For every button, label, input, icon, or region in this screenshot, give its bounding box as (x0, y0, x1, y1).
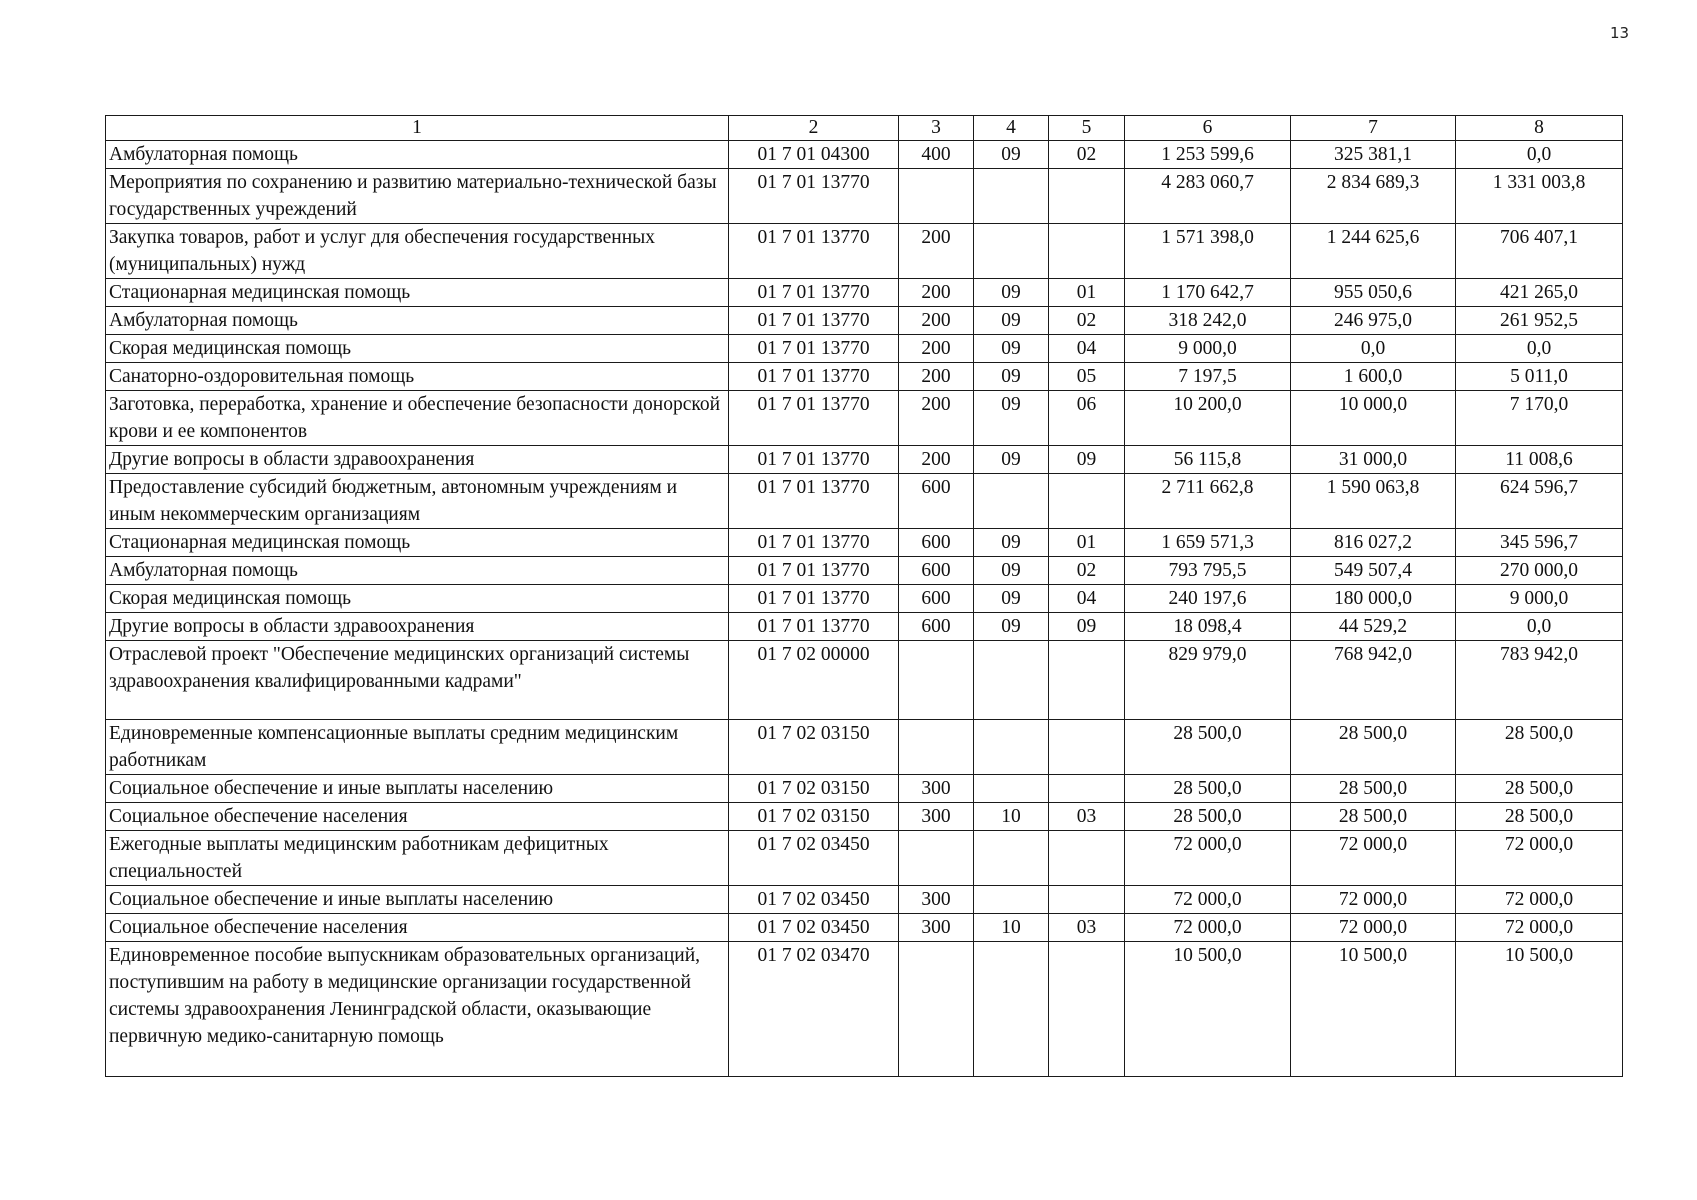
section-cell: 09 (974, 557, 1049, 585)
column-header: 1 (106, 116, 729, 141)
subsection-cell (1049, 474, 1125, 529)
amount-year3-cell: 28 500,0 (1456, 803, 1623, 831)
amount-year3-cell: 72 000,0 (1456, 914, 1623, 942)
amount-year3-cell: 10 500,0 (1456, 942, 1623, 1077)
amount-year1-cell: 72 000,0 (1125, 886, 1291, 914)
amount-year3-cell: 261 952,5 (1456, 307, 1623, 335)
amount-year3-cell: 783 942,0 (1456, 641, 1623, 720)
expense-type-cell: 400 (899, 141, 974, 169)
target-article-cell: 01 7 01 04300 (729, 141, 899, 169)
amount-year1-cell: 1 659 571,3 (1125, 529, 1291, 557)
table-row (106, 307, 1623, 335)
expense-type-cell (899, 720, 974, 775)
target-article-cell: 01 7 02 00000 (729, 641, 899, 720)
amount-year3-cell: 270 000,0 (1456, 557, 1623, 585)
amount-year1-cell: 28 500,0 (1125, 775, 1291, 803)
table-row (106, 141, 1623, 169)
subsection-cell: 02 (1049, 557, 1125, 585)
expense-type-cell: 200 (899, 391, 974, 446)
amount-year1-cell: 793 795,5 (1125, 557, 1291, 585)
row-name-cell: Санаторно-оздоровительная помощь (106, 363, 729, 391)
section-cell (974, 474, 1049, 529)
expense-type-cell: 200 (899, 307, 974, 335)
subsection-cell: 02 (1049, 141, 1125, 169)
amount-year2-cell: 768 942,0 (1291, 641, 1456, 720)
amount-year1-cell: 318 242,0 (1125, 307, 1291, 335)
expense-type-cell: 200 (899, 363, 974, 391)
amount-year2-cell: 180 000,0 (1291, 585, 1456, 613)
section-cell (974, 641, 1049, 720)
amount-year2-cell: 28 500,0 (1291, 803, 1456, 831)
column-header: 8 (1456, 116, 1623, 141)
table-row (106, 557, 1623, 585)
table-row (106, 279, 1623, 307)
target-article-cell: 01 7 02 03150 (729, 720, 899, 775)
amount-year3-cell: 0,0 (1456, 335, 1623, 363)
amount-year2-cell: 10 000,0 (1291, 391, 1456, 446)
row-name-cell: Скорая медицинская помощь (106, 585, 729, 613)
section-cell: 09 (974, 613, 1049, 641)
subsection-cell: 04 (1049, 335, 1125, 363)
section-cell (974, 775, 1049, 803)
amount-year3-cell: 706 407,1 (1456, 224, 1623, 279)
expense-type-cell: 600 (899, 585, 974, 613)
expense-type-cell: 600 (899, 474, 974, 529)
section-cell (974, 942, 1049, 1077)
amount-year1-cell: 829 979,0 (1125, 641, 1291, 720)
amount-year1-cell: 240 197,6 (1125, 585, 1291, 613)
expense-type-cell: 300 (899, 803, 974, 831)
amount-year1-cell: 4 283 060,7 (1125, 169, 1291, 224)
amount-year1-cell: 1 253 599,6 (1125, 141, 1291, 169)
subsection-cell: 04 (1049, 585, 1125, 613)
amount-year3-cell: 28 500,0 (1456, 775, 1623, 803)
target-article-cell: 01 7 02 03450 (729, 831, 899, 886)
amount-year3-cell: 9 000,0 (1456, 585, 1623, 613)
amount-year1-cell: 7 197,5 (1125, 363, 1291, 391)
subsection-cell (1049, 775, 1125, 803)
section-cell: 09 (974, 335, 1049, 363)
amount-year1-cell: 56 115,8 (1125, 446, 1291, 474)
table-row (106, 641, 1623, 720)
table-row (106, 335, 1623, 363)
expense-type-cell: 600 (899, 529, 974, 557)
section-cell: 09 (974, 529, 1049, 557)
column-number-row (106, 116, 1623, 141)
expense-type-cell: 300 (899, 914, 974, 942)
expense-type-cell (899, 169, 974, 224)
row-name-cell: Амбулаторная помощь (106, 557, 729, 585)
subsection-cell: 05 (1049, 363, 1125, 391)
amount-year2-cell: 10 500,0 (1291, 942, 1456, 1077)
row-name-cell: Предоставление субсидий бюджетным, автономным учреждениям и иным некоммерческим организациям (106, 474, 729, 529)
target-article-cell: 01 7 01 13770 (729, 613, 899, 641)
target-article-cell: 01 7 02 03450 (729, 914, 899, 942)
section-cell: 09 (974, 307, 1049, 335)
amount-year3-cell: 0,0 (1456, 141, 1623, 169)
amount-year1-cell: 1 571 398,0 (1125, 224, 1291, 279)
subsection-cell (1049, 886, 1125, 914)
section-cell: 10 (974, 803, 1049, 831)
section-cell: 09 (974, 279, 1049, 307)
amount-year3-cell: 345 596,7 (1456, 529, 1623, 557)
subsection-cell: 03 (1049, 803, 1125, 831)
table-row (106, 831, 1623, 886)
section-cell: 10 (974, 914, 1049, 942)
amount-year3-cell: 0,0 (1456, 613, 1623, 641)
target-article-cell: 01 7 01 13770 (729, 557, 899, 585)
column-header: 2 (729, 116, 899, 141)
section-cell (974, 720, 1049, 775)
table-row (106, 224, 1623, 279)
subsection-cell (1049, 224, 1125, 279)
section-cell: 09 (974, 363, 1049, 391)
target-article-cell: 01 7 01 13770 (729, 585, 899, 613)
row-name-cell: Стационарная медицинская помощь (106, 279, 729, 307)
column-header: 6 (1125, 116, 1291, 141)
target-article-cell: 01 7 01 13770 (729, 307, 899, 335)
amount-year2-cell: 44 529,2 (1291, 613, 1456, 641)
expense-type-cell: 300 (899, 886, 974, 914)
target-article-cell: 01 7 01 13770 (729, 474, 899, 529)
target-article-cell: 01 7 02 03150 (729, 775, 899, 803)
expense-type-cell: 600 (899, 613, 974, 641)
target-article-cell: 01 7 01 13770 (729, 529, 899, 557)
amount-year3-cell: 624 596,7 (1456, 474, 1623, 529)
amount-year2-cell: 246 975,0 (1291, 307, 1456, 335)
amount-year3-cell: 11 008,6 (1456, 446, 1623, 474)
subsection-cell: 03 (1049, 914, 1125, 942)
amount-year1-cell: 28 500,0 (1125, 803, 1291, 831)
target-article-cell: 01 7 01 13770 (729, 169, 899, 224)
row-name-cell: Заготовка, переработка, хранение и обеспечение безопасности донорской крови и ее компонентов (106, 391, 729, 446)
amount-year3-cell: 421 265,0 (1456, 279, 1623, 307)
section-cell (974, 169, 1049, 224)
section-cell (974, 224, 1049, 279)
target-article-cell: 01 7 02 03150 (729, 803, 899, 831)
section-cell: 09 (974, 391, 1049, 446)
amount-year1-cell: 2 711 662,8 (1125, 474, 1291, 529)
expense-type-cell (899, 831, 974, 886)
subsection-cell: 02 (1049, 307, 1125, 335)
table-row (106, 529, 1623, 557)
subsection-cell: 06 (1049, 391, 1125, 446)
amount-year2-cell: 72 000,0 (1291, 886, 1456, 914)
amount-year2-cell: 72 000,0 (1291, 914, 1456, 942)
amount-year1-cell: 72 000,0 (1125, 914, 1291, 942)
row-name-cell: Другие вопросы в области здравоохранения (106, 446, 729, 474)
expense-type-cell: 600 (899, 557, 974, 585)
budget-table (105, 115, 1623, 1077)
amount-year1-cell: 10 200,0 (1125, 391, 1291, 446)
expense-type-cell: 200 (899, 279, 974, 307)
amount-year3-cell: 1 331 003,8 (1456, 169, 1623, 224)
row-name-cell: Амбулаторная помощь (106, 141, 729, 169)
section-cell (974, 886, 1049, 914)
subsection-cell (1049, 169, 1125, 224)
subsection-cell (1049, 942, 1125, 1077)
row-name-cell: Амбулаторная помощь (106, 307, 729, 335)
target-article-cell: 01 7 02 03470 (729, 942, 899, 1077)
amount-year3-cell: 72 000,0 (1456, 831, 1623, 886)
column-header: 5 (1049, 116, 1125, 141)
expense-type-cell: 200 (899, 224, 974, 279)
subsection-cell (1049, 720, 1125, 775)
amount-year2-cell: 549 507,4 (1291, 557, 1456, 585)
subsection-cell: 09 (1049, 446, 1125, 474)
subsection-cell (1049, 641, 1125, 720)
row-name-cell: Социальное обеспечение и иные выплаты населению (106, 775, 729, 803)
amount-year1-cell: 28 500,0 (1125, 720, 1291, 775)
amount-year2-cell: 816 027,2 (1291, 529, 1456, 557)
table-row (106, 613, 1623, 641)
row-name-cell: Отраслевой проект "Обеспечение медицинских организаций системы здравоохранения квалифицированными кадрами" (106, 641, 729, 720)
amount-year1-cell: 72 000,0 (1125, 831, 1291, 886)
section-cell: 09 (974, 446, 1049, 474)
section-cell (974, 831, 1049, 886)
expense-type-cell: 200 (899, 446, 974, 474)
table-row (106, 474, 1623, 529)
table-row (106, 391, 1623, 446)
table-row (106, 803, 1623, 831)
section-cell: 09 (974, 141, 1049, 169)
row-name-cell: Стационарная медицинская помощь (106, 529, 729, 557)
target-article-cell: 01 7 01 13770 (729, 279, 899, 307)
amount-year2-cell: 955 050,6 (1291, 279, 1456, 307)
amount-year3-cell: 72 000,0 (1456, 886, 1623, 914)
table-row (106, 942, 1623, 1077)
subsection-cell: 01 (1049, 529, 1125, 557)
amount-year1-cell: 1 170 642,7 (1125, 279, 1291, 307)
row-name-cell: Ежегодные выплаты медицинским работникам дефицитных специальностей (106, 831, 729, 886)
table-row (106, 363, 1623, 391)
subsection-cell (1049, 831, 1125, 886)
amount-year1-cell: 18 098,4 (1125, 613, 1291, 641)
target-article-cell: 01 7 01 13770 (729, 363, 899, 391)
row-name-cell: Социальное обеспечение населения (106, 914, 729, 942)
column-header: 4 (974, 116, 1049, 141)
page-number: 13 (1610, 24, 1630, 42)
table-body (106, 116, 1623, 1077)
row-name-cell: Единовременное пособие выпускникам образовательных организаций, поступившим на работу в медицинские организации государственной системы здравоохранения Ленинградской области, оказывающие первичную медико-санитарную помощь (106, 942, 729, 1077)
expense-type-cell: 200 (899, 335, 974, 363)
section-cell: 09 (974, 585, 1049, 613)
table-row (106, 169, 1623, 224)
column-header: 3 (899, 116, 974, 141)
amount-year2-cell: 1 244 625,6 (1291, 224, 1456, 279)
table-row (106, 775, 1623, 803)
amount-year2-cell: 325 381,1 (1291, 141, 1456, 169)
row-name-cell: Единовременные компенсационные выплаты средним медицинским работникам (106, 720, 729, 775)
amount-year2-cell: 31 000,0 (1291, 446, 1456, 474)
row-name-cell: Другие вопросы в области здравоохранения (106, 613, 729, 641)
row-name-cell: Мероприятия по сохранению и развитию материально-технической базы государственных учреждений (106, 169, 729, 224)
row-name-cell: Социальное обеспечение населения (106, 803, 729, 831)
target-article-cell: 01 7 01 13770 (729, 391, 899, 446)
target-article-cell: 01 7 01 13770 (729, 335, 899, 363)
table-row (106, 585, 1623, 613)
subsection-cell: 09 (1049, 613, 1125, 641)
target-article-cell: 01 7 02 03450 (729, 886, 899, 914)
table-row (106, 914, 1623, 942)
amount-year2-cell: 1 590 063,8 (1291, 474, 1456, 529)
column-header: 7 (1291, 116, 1456, 141)
expense-type-cell (899, 641, 974, 720)
expense-type-cell (899, 942, 974, 1077)
amount-year2-cell: 72 000,0 (1291, 831, 1456, 886)
amount-year2-cell: 28 500,0 (1291, 720, 1456, 775)
amount-year2-cell: 2 834 689,3 (1291, 169, 1456, 224)
expense-type-cell: 300 (899, 775, 974, 803)
table-row (106, 886, 1623, 914)
row-name-cell: Закупка товаров, работ и услуг для обеспечения государственных (муниципальных) нужд (106, 224, 729, 279)
amount-year3-cell: 7 170,0 (1456, 391, 1623, 446)
table-row (106, 446, 1623, 474)
amount-year2-cell: 1 600,0 (1291, 363, 1456, 391)
amount-year2-cell: 0,0 (1291, 335, 1456, 363)
target-article-cell: 01 7 01 13770 (729, 446, 899, 474)
amount-year3-cell: 28 500,0 (1456, 720, 1623, 775)
amount-year1-cell: 9 000,0 (1125, 335, 1291, 363)
table-row (106, 720, 1623, 775)
amount-year1-cell: 10 500,0 (1125, 942, 1291, 1077)
row-name-cell: Социальное обеспечение и иные выплаты населению (106, 886, 729, 914)
subsection-cell: 01 (1049, 279, 1125, 307)
target-article-cell: 01 7 01 13770 (729, 224, 899, 279)
amount-year2-cell: 28 500,0 (1291, 775, 1456, 803)
amount-year3-cell: 5 011,0 (1456, 363, 1623, 391)
row-name-cell: Скорая медицинская помощь (106, 335, 729, 363)
